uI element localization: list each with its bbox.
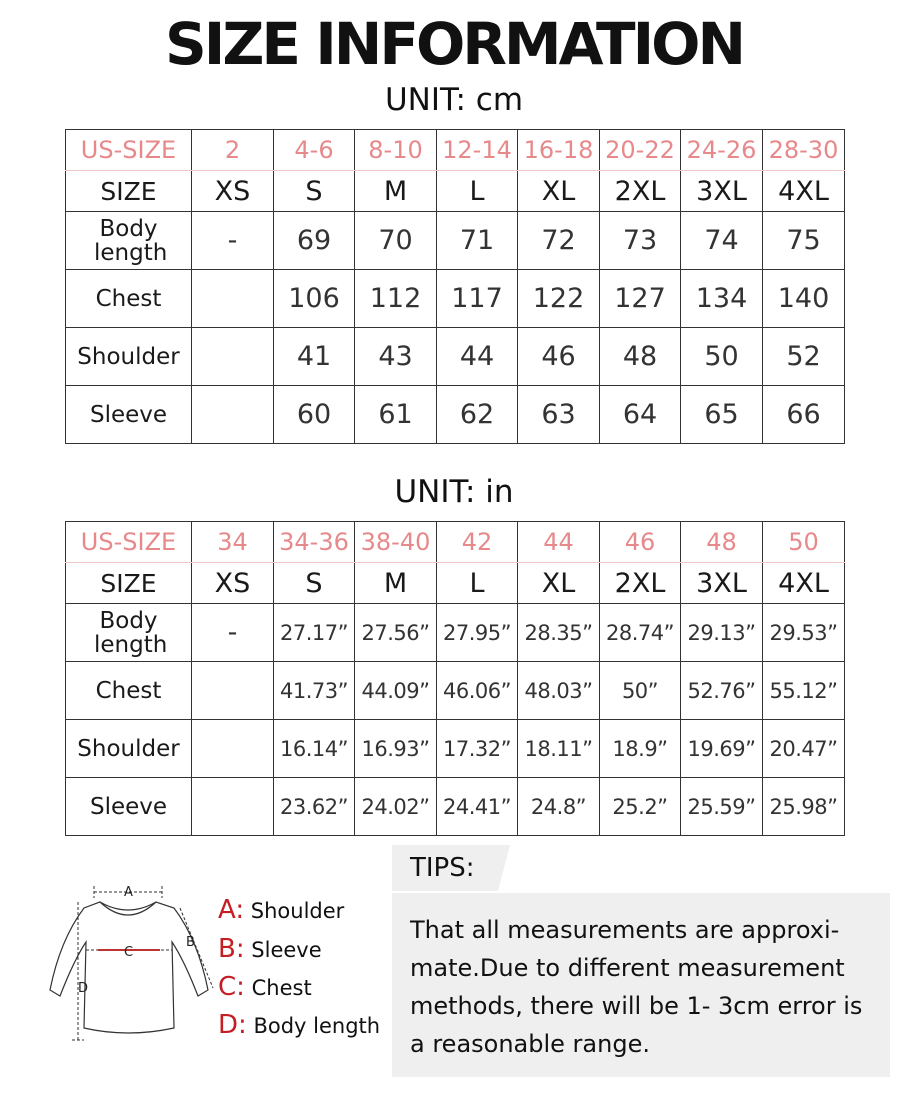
legend-text: Chest: [251, 976, 312, 1000]
us-size-cell: 44: [518, 522, 600, 563]
value-cell: 46: [518, 328, 600, 386]
value-cell: 52.76”: [681, 662, 763, 720]
value-cell: 73: [600, 212, 681, 270]
us-size-cell: 34: [192, 522, 274, 563]
value-cell: 18.11”: [518, 720, 600, 778]
size-cell: XS: [192, 563, 274, 604]
value-cell: 122: [518, 270, 600, 328]
value-cell: 25.98”: [763, 778, 845, 836]
tips-line: mate.Due to different measurement: [410, 954, 845, 982]
size-cell: L: [437, 563, 518, 604]
mark-a: A: [124, 885, 133, 900]
value-cell: 28.35”: [518, 604, 600, 662]
size-table-in: [65, 521, 845, 836]
us-size-header: US-SIZE: [66, 130, 192, 171]
table-row: [66, 778, 845, 836]
value-cell: 140: [763, 270, 845, 328]
value-cell: 71: [437, 212, 518, 270]
size-cell: 3XL: [681, 171, 763, 212]
row-label-sleeve: Sleeve: [66, 386, 192, 444]
mark-d: D: [78, 981, 89, 996]
table-row: [66, 212, 845, 270]
size-cell: M: [355, 563, 437, 604]
legend-text: Shoulder: [250, 899, 345, 923]
row-label-chest: Chest: [66, 270, 192, 328]
size-cell: L: [437, 171, 518, 212]
table-row: [66, 270, 845, 328]
us-size-cell: 20-22: [600, 130, 681, 171]
table-row: [66, 604, 845, 662]
us-size-cell: 4-6: [274, 130, 355, 171]
mark-c: C: [124, 945, 134, 960]
value-cell: 66: [763, 386, 845, 444]
value-cell: 72: [518, 212, 600, 270]
value-cell: 74: [681, 212, 763, 270]
value-cell: 61: [355, 386, 437, 444]
value-cell: 24.41”: [437, 778, 518, 836]
us-size-cell: 38-40: [355, 522, 437, 563]
value-cell: 69: [274, 212, 355, 270]
size-header: SIZE: [66, 171, 192, 212]
us-size-cell: 8-10: [355, 130, 437, 171]
legend-key: D:: [218, 1010, 247, 1040]
value-cell: 60: [274, 386, 355, 444]
tips-line: methods, there will be 1- 3cm error is: [410, 992, 863, 1020]
row-label-chest: Chest: [66, 662, 192, 720]
table-row: [66, 386, 845, 444]
table-row: [66, 662, 845, 720]
value-cell: [192, 386, 274, 444]
value-cell: 48.03”: [518, 662, 600, 720]
value-cell: 44.09”: [355, 662, 437, 720]
us-size-cell: 2: [192, 130, 274, 171]
shirt-outline-icon: [50, 902, 208, 1033]
table-row: [66, 328, 845, 386]
value-cell: 127: [600, 270, 681, 328]
us-size-cell: 24-26: [681, 130, 763, 171]
size-cell: 2XL: [600, 171, 681, 212]
size-cell: 2XL: [600, 563, 681, 604]
legend-item-chest: [218, 972, 312, 1002]
value-cell: 55.12”: [763, 662, 845, 720]
value-cell: 50”: [600, 662, 681, 720]
us-size-cell: 46: [600, 522, 681, 563]
value-cell: 46.06”: [437, 662, 518, 720]
value-cell: 43: [355, 328, 437, 386]
value-cell: 106: [274, 270, 355, 328]
value-cell: 24.8”: [518, 778, 600, 836]
unit-cm-label: UNIT: cm: [384, 82, 524, 118]
us-size-cell: 50: [763, 522, 845, 563]
tips-line: a reasonable range.: [410, 1030, 650, 1058]
measure-lines: [72, 886, 213, 1040]
us-size-cell: 12-14: [437, 130, 518, 171]
value-cell: -: [192, 604, 274, 662]
value-cell: 16.14”: [274, 720, 355, 778]
value-cell: 41: [274, 328, 355, 386]
table-row: [66, 720, 845, 778]
value-cell: 41.73”: [274, 662, 355, 720]
value-cell: 29.53”: [763, 604, 845, 662]
size-cell: M: [355, 171, 437, 212]
garment-diagram: [48, 880, 218, 1050]
value-cell: [192, 720, 274, 778]
value-cell: 24.02”: [355, 778, 437, 836]
value-cell: 112: [355, 270, 437, 328]
size-table-cm: [65, 129, 845, 444]
mark-b: B: [186, 935, 195, 950]
legend-text: Sleeve: [251, 938, 322, 962]
value-cell: 75: [763, 212, 845, 270]
value-cell: 27.56”: [355, 604, 437, 662]
tips-line: That all measurements are approxi-: [410, 916, 840, 944]
value-cell: 64: [600, 386, 681, 444]
value-cell: 62: [437, 386, 518, 444]
row-label-body-length: Body length: [66, 604, 192, 662]
value-cell: 17.32”: [437, 720, 518, 778]
value-cell: 25.59”: [681, 778, 763, 836]
value-cell: 29.13”: [681, 604, 763, 662]
value-cell: [192, 778, 274, 836]
size-cell: 4XL: [763, 563, 845, 604]
size-cell: 3XL: [681, 563, 763, 604]
legend-item-sleeve: [218, 934, 322, 964]
value-cell: [192, 662, 274, 720]
us-size-cell: 16-18: [518, 130, 600, 171]
value-cell: [192, 270, 274, 328]
row-label-sleeve: Sleeve: [66, 778, 192, 836]
legend-key: A:: [218, 895, 245, 925]
us-size-cell: 34-36: [274, 522, 355, 563]
legend-item-body-length: [218, 1010, 380, 1040]
us-size-cell: 42: [437, 522, 518, 563]
value-cell: 27.95”: [437, 604, 518, 662]
value-cell: 134: [681, 270, 763, 328]
legend-text: Body length: [253, 1014, 381, 1038]
value-cell: [192, 328, 274, 386]
value-cell: 70: [355, 212, 437, 270]
value-cell: 63: [518, 386, 600, 444]
legend-key: C:: [218, 972, 245, 1002]
value-cell: 44: [437, 328, 518, 386]
size-cell: XL: [518, 563, 600, 604]
size-cell: S: [274, 563, 355, 604]
value-cell: 65: [681, 386, 763, 444]
size-cell: XS: [192, 171, 274, 212]
legend-item-shoulder: [218, 895, 344, 925]
us-size-cell: 28-30: [763, 130, 845, 171]
value-cell: 48: [600, 328, 681, 386]
us-size-cell: 48: [681, 522, 763, 563]
tips-heading: TIPS:: [392, 845, 498, 891]
value-cell: 23.62”: [274, 778, 355, 836]
tips-body: [392, 893, 890, 1077]
row-label-shoulder: Shoulder: [66, 720, 192, 778]
size-cell: XL: [518, 171, 600, 212]
us-size-header: US-SIZE: [66, 522, 192, 563]
unit-in-label: UNIT: in: [394, 474, 514, 510]
legend-key: B:: [218, 934, 245, 964]
value-cell: 16.93”: [355, 720, 437, 778]
value-cell: 25.2”: [600, 778, 681, 836]
value-cell: 52: [763, 328, 845, 386]
value-cell: 28.74”: [600, 604, 681, 662]
row-label-shoulder: Shoulder: [66, 328, 192, 386]
value-cell: 18.9”: [600, 720, 681, 778]
size-header: SIZE: [66, 563, 192, 604]
value-cell: 117: [437, 270, 518, 328]
value-cell: 50: [681, 328, 763, 386]
row-label-body-length: Body length: [66, 212, 192, 270]
value-cell: 20.47”: [763, 720, 845, 778]
size-cell: 4XL: [763, 171, 845, 212]
value-cell: -: [192, 212, 274, 270]
size-cell: S: [274, 171, 355, 212]
page-title: SIZE INFORMATION: [164, 10, 744, 78]
value-cell: 19.69”: [681, 720, 763, 778]
value-cell: 27.17”: [274, 604, 355, 662]
